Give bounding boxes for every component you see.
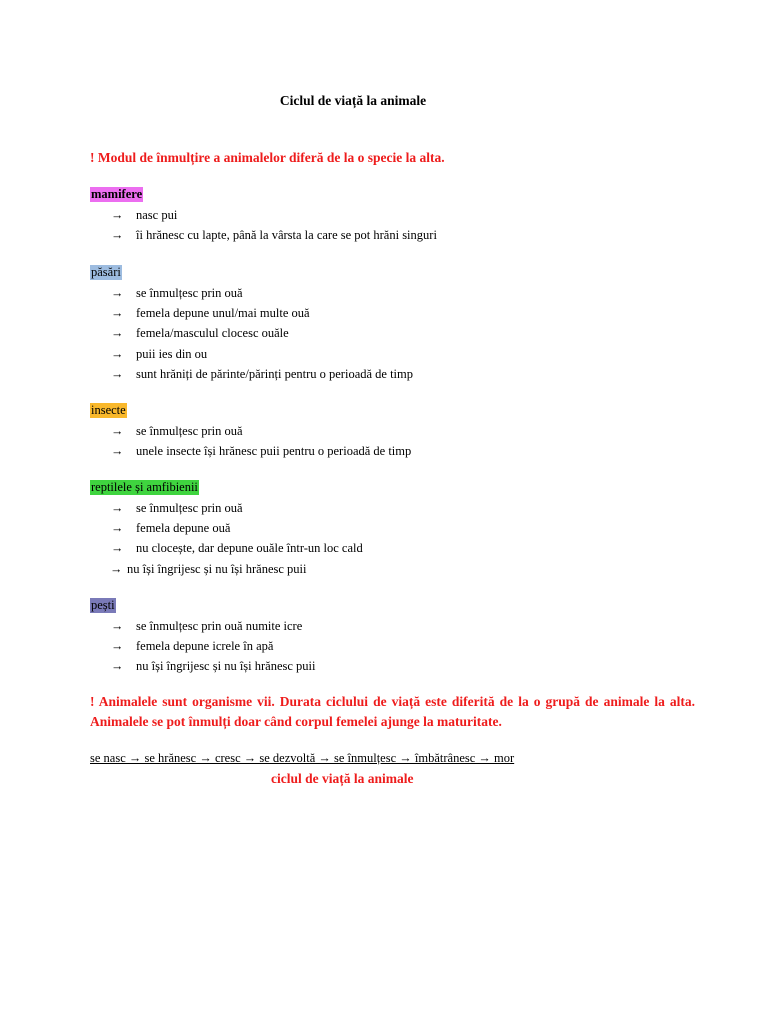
arrow-icon: → <box>111 306 124 321</box>
list-item: → femela depune ouă <box>90 518 363 538</box>
life-cycle-sequence: se nasc → se hrănesc → cresc → se dezvoltă → se înmulțesc → îmbătrânesc → mor <box>90 751 515 765</box>
section-mamifere <box>90 186 437 245</box>
list-item: → femela depune unul/mai multe ouă <box>90 303 413 323</box>
list-item: → femela depune icrele în apă <box>90 636 316 656</box>
arrow-icon: → <box>111 366 124 381</box>
life-cycle-caption: ciclul de viață la animale <box>271 771 414 786</box>
arrow-icon: → <box>111 346 124 361</box>
list-item: → nu își îngrijesc și nu își hrănesc puii <box>90 656 316 676</box>
warning-note-reproduction: ! Modul de înmulțire a animalelor diferă de la o specie la alta. <box>90 150 445 165</box>
list-item: → se înmulțesc prin ouă numite icre <box>90 616 316 636</box>
arrow-icon: → <box>111 326 124 341</box>
list-item: → nu clocește, dar depune ouăle într-un loc cald <box>90 538 363 558</box>
section-heading-pasari: păsări <box>91 265 121 279</box>
arrow-icon: → <box>111 541 124 556</box>
arrow-icon: → <box>111 619 124 633</box>
arrow-icon: → <box>111 521 124 536</box>
list-item: → se înmulțesc prin ouă <box>90 498 363 518</box>
list-item: → se înmulțesc prin ouă <box>90 283 413 303</box>
list-item: → nu își îngrijesc și nu își hrănesc puii <box>90 559 363 579</box>
list-item: → femela/masculul clocesc ouăle <box>90 323 413 343</box>
list-item: → sunt hrăniți de părinte/părinți pentru o perioadă de timp <box>90 364 413 384</box>
section-insecte <box>90 402 411 461</box>
section-pasari <box>90 264 413 384</box>
section-heading-insecte: insecte <box>91 403 126 417</box>
list-item: → puii ies din ou <box>90 344 413 364</box>
arrow-icon: → <box>111 424 124 438</box>
section-pesti <box>90 597 316 677</box>
arrow-icon: → <box>111 639 124 654</box>
list-item: → îi hrănesc cu lapte, până la vârsta la care se pot hrăni singuri <box>90 225 437 245</box>
section-heading-reptile: reptilele și amfibienii <box>91 480 198 494</box>
arrow-icon: → <box>111 208 124 222</box>
section-heading-pesti: pești <box>91 598 115 612</box>
arrow-icon: → <box>111 659 124 674</box>
arrow-icon: → <box>110 561 123 576</box>
arrow-icon: → <box>111 501 124 515</box>
list-item: → unele insecte își hrănesc puii pentru o perioadă de timp <box>90 441 411 461</box>
page-title: Ciclul de viață la animale <box>279 93 427 108</box>
section-reptile <box>90 479 363 579</box>
arrow-icon: → <box>111 228 124 243</box>
arrow-icon: → <box>111 286 124 300</box>
warning-note-life-cycle: ! Animalele sunt organisme vii. Durata ciclului de viață este diferită de la o grupă de animale la alta. Animalele se pot înmulți doar când corpul femelei ajunge la maturitate. <box>90 694 695 729</box>
list-item: → se înmulțesc prin ouă <box>90 421 411 441</box>
section-heading-mamifere: mamifere <box>91 187 143 201</box>
arrow-icon: → <box>111 444 124 459</box>
list-item: → nasc pui <box>90 205 437 225</box>
